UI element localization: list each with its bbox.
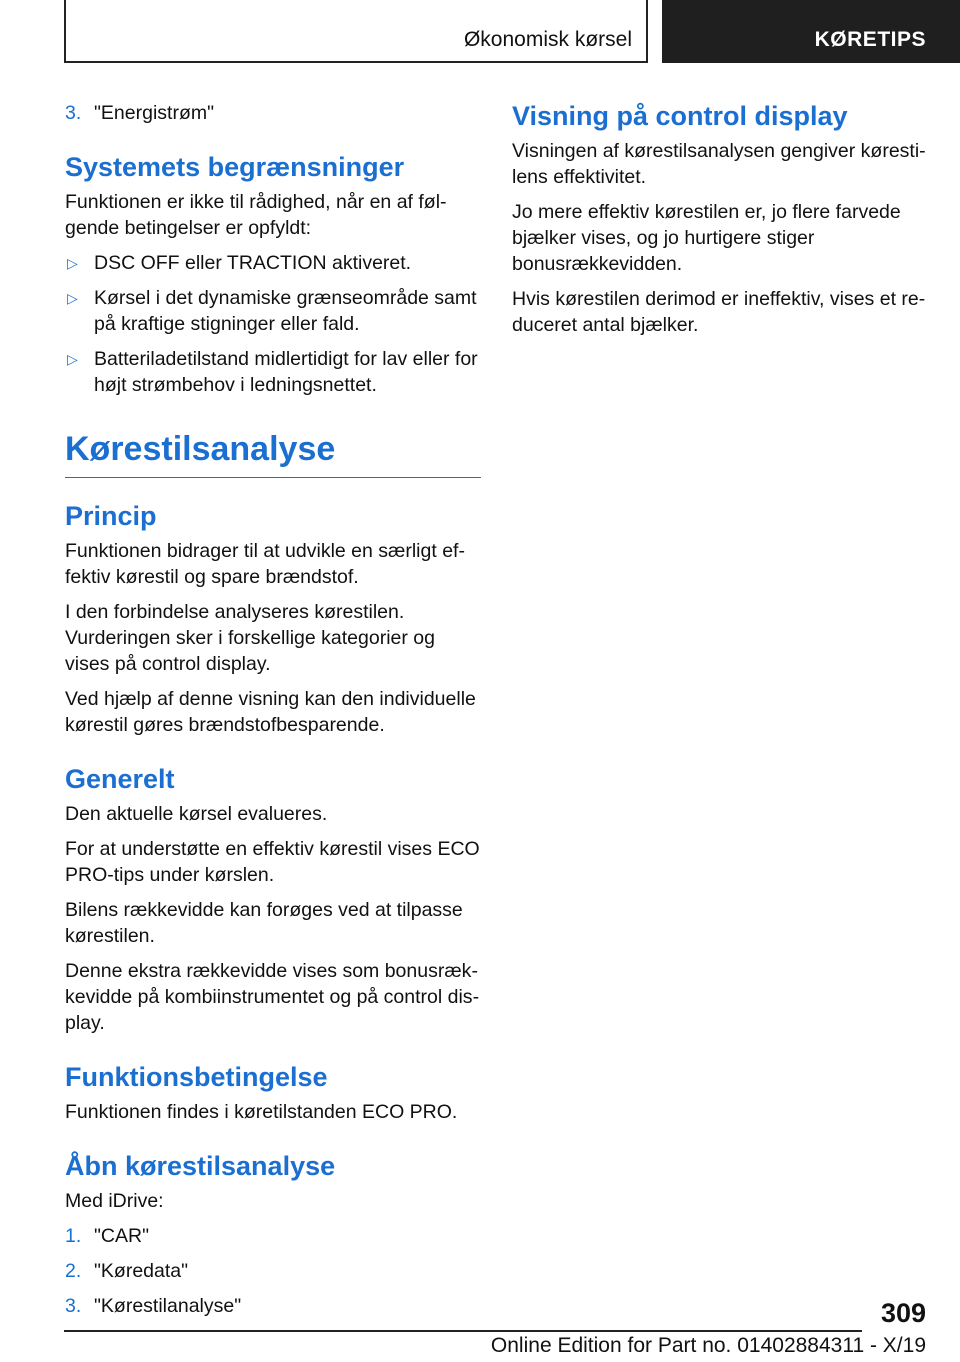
bullet-text: DSC OFF eller TRACTION aktiveret.	[94, 252, 412, 274]
list-item	[65, 1293, 481, 1319]
condition-heading: Funktionsbetingelse	[65, 1062, 328, 1092]
triangle-bullet-icon: ▷	[67, 290, 78, 306]
paragraph: Den aktuelle kørsel evalueres.	[65, 803, 328, 825]
bullet-item	[65, 250, 481, 276]
limits-heading: Systemets begrænsninger	[65, 152, 405, 182]
list-item	[65, 100, 481, 126]
header-chapter-title: KØRETIPS	[814, 28, 926, 51]
paragraph: Visningen af kørestilsanalysen gengiver kørestilens effektivitet.	[512, 140, 926, 188]
bullet-text: Batteriladetilstand midlertidigt for lav eller for højt strømbehov i ledningsnettet.	[94, 348, 478, 396]
right-column	[512, 100, 928, 347]
display-heading: Visning på control display	[512, 101, 848, 131]
left-column	[65, 100, 481, 1328]
paragraph: Funktionen findes i køretilstanden ECO PRO.	[65, 1101, 458, 1123]
list-text: "Kørestilanalyse"	[94, 1295, 242, 1317]
bullet-item	[65, 285, 481, 337]
list-text: "Energistrøm"	[94, 102, 215, 124]
list-number: 3.	[65, 1295, 82, 1317]
edition-text: Online Edition for Part no. 01402884311 - X/19	[490, 1334, 926, 1357]
footer-divider	[64, 1330, 862, 1332]
paragraph: Denne ekstra rækkevidde vises som bonusrækkevidde på kombiinstrumentet og på control display.	[65, 960, 480, 1034]
list-number: 1.	[65, 1225, 82, 1247]
paragraph: I den forbindelse analyseres kørestilen. Vurderingen sker i forskellige kategorier og vises på control display.	[65, 601, 435, 675]
triangle-bullet-icon: ▷	[67, 255, 78, 271]
paragraph: Jo mere effektiv kørestilen er, jo flere farvede bjælker vises, og jo hurtigere stiger bonusrækkevidden.	[512, 201, 901, 275]
list-number: 3.	[65, 102, 82, 124]
main-heading: Kørestilsanalyse	[65, 429, 481, 478]
page-number: 309	[880, 1298, 926, 1328]
paragraph: Med iDrive:	[65, 1190, 164, 1212]
list-number: 2.	[65, 1260, 82, 1282]
list-item	[65, 1223, 481, 1249]
bullet-text: Kørsel i det dynamiske grænseområde samt på kraftige stigninger eller fald.	[94, 287, 477, 335]
paragraph: For at understøtte en effektiv kørestil vises ECO PRO-tips under kørslen.	[65, 838, 480, 886]
triangle-bullet-icon: ▷	[67, 351, 78, 367]
paragraph: Bilens rækkevidde kan forøges ved at tilpasse kørestilen.	[65, 899, 463, 947]
header-section-title: Økonomisk kørsel	[463, 28, 632, 51]
open-heading: Åbn kørestilsanalyse	[65, 1151, 336, 1181]
principle-heading: Princip	[65, 501, 157, 531]
general-heading: Generelt	[65, 764, 175, 794]
list-text: "Køredata"	[94, 1260, 189, 1282]
list-text: "CAR"	[94, 1225, 150, 1247]
paragraph: Ved hjælp af denne visning kan den individuelle kørestil gøres brændstofbesparende.	[65, 688, 476, 736]
header-section-box	[64, 0, 648, 63]
paragraph: Hvis kørestilen derimod er ineffektiv, vises et reduceret antal bjælker.	[512, 288, 926, 336]
paragraph: Funktionen bidrager til at udvikle en særligt effektiv kørestil og spare brændstof.	[65, 540, 465, 588]
bullet-item	[65, 346, 481, 398]
header-chapter-box	[662, 0, 960, 63]
list-item	[65, 1258, 481, 1284]
limits-intro: Funktionen er ikke til rådighed, når en af følgende betingelser er opfyldt:	[65, 191, 447, 239]
